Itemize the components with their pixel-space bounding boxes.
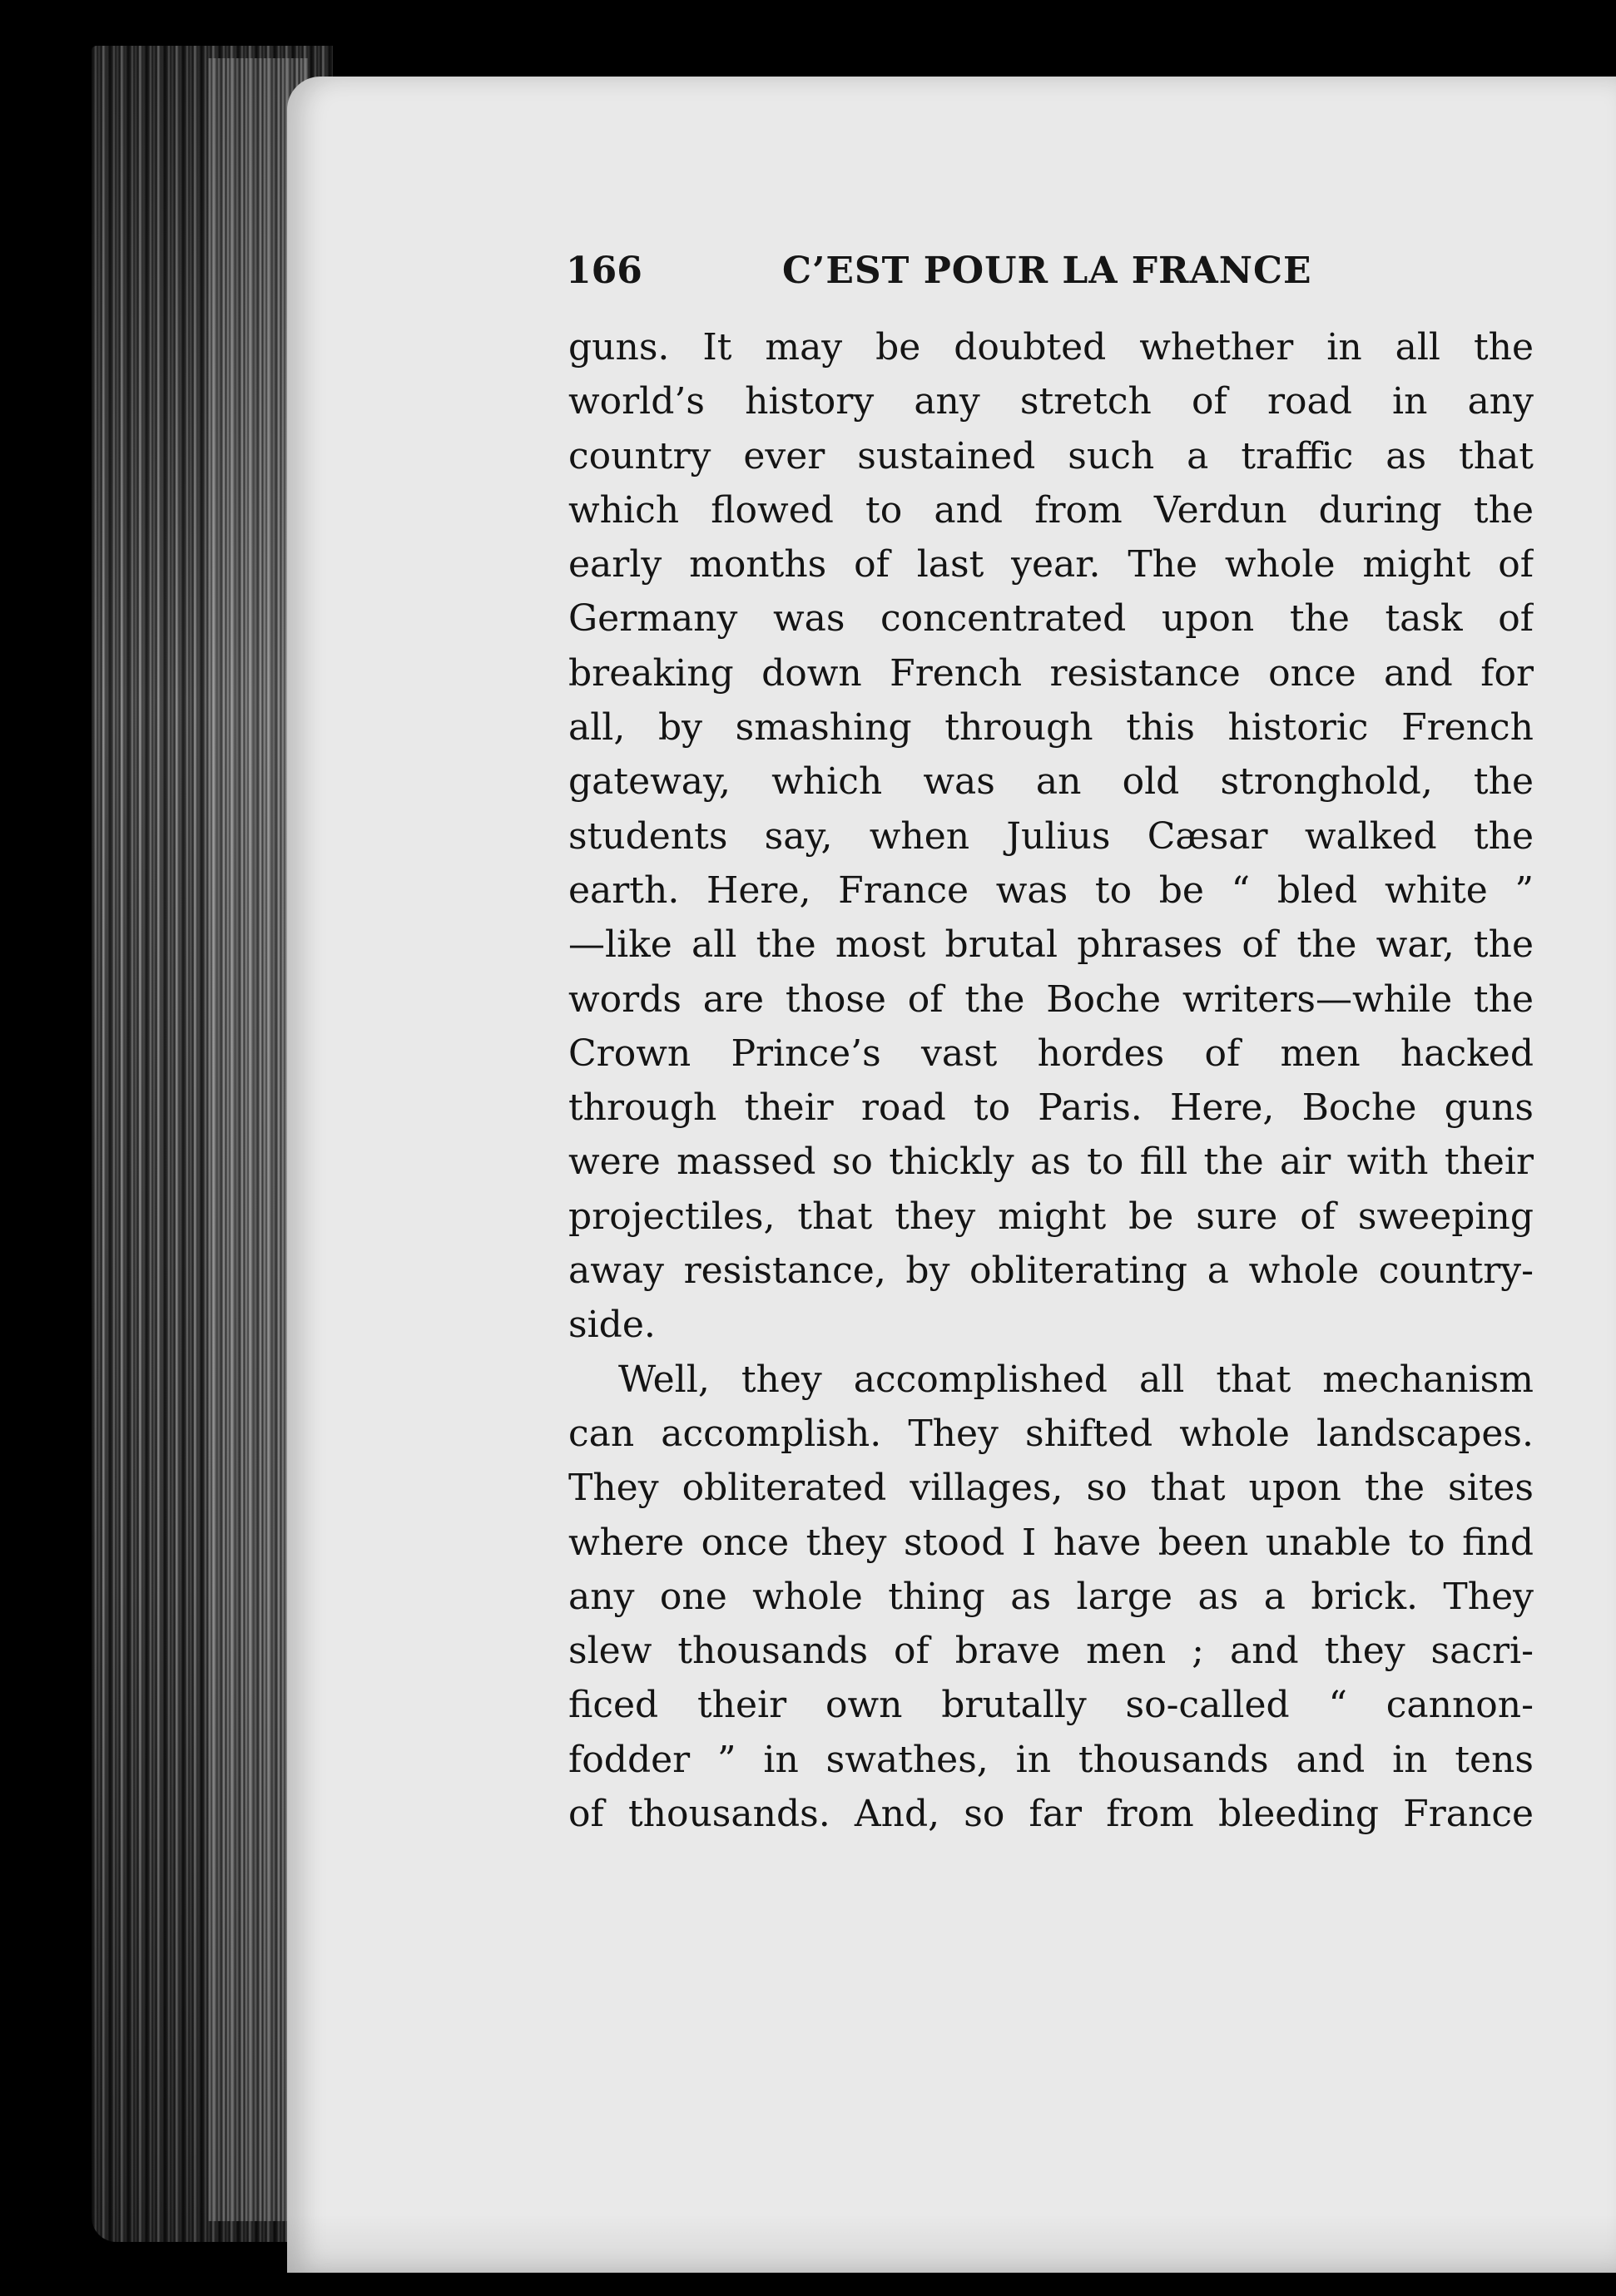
text-line: gateway, which was an old stronghold, the [568, 760, 1534, 804]
text-line: Crown Prince’s vast hordes of men hacked [568, 1032, 1534, 1075]
text-line: which flowed to and from Verdun during the [568, 488, 1534, 532]
text-line: fodder ” in swathes, in thousands and in tens [568, 1738, 1534, 1781]
text-line: where once they stood I have been unable to find [568, 1521, 1534, 1564]
text-line: slew thousands of brave men ; and they sacri- [568, 1630, 1534, 1673]
text-line: all, by smashing through this historic French [568, 706, 1534, 750]
page-header [566, 250, 1531, 308]
text-line: words are those of the Boche writers—while the [568, 977, 1534, 1021]
text-line: Germany was concentrated upon the task of [568, 597, 1534, 641]
body-text [568, 320, 1534, 1841]
text-line: Well, they accomplished all that mechanism [618, 1358, 1534, 1401]
text-line: early months of last year. The whole might of [568, 543, 1534, 586]
text-line: any one whole thing as large as a brick. They [568, 1575, 1534, 1618]
text-line: They obliterated villages, so that upon the sites [568, 1467, 1534, 1510]
text-line: of thousands. And, so far from bleeding France [568, 1793, 1534, 1836]
text-line: —like all the most brutal phrases of the war, the [568, 923, 1534, 967]
paragraph-1 [568, 320, 1534, 1353]
paragraph-2 [568, 1353, 1534, 1842]
page-number: 166 [566, 250, 642, 292]
text-line: projectiles, that they might be sure of sweeping [568, 1195, 1534, 1238]
text-line: breaking down French resistance once and for [568, 651, 1534, 695]
text-line: country ever sustained such a traffic as that [568, 434, 1534, 478]
text-line: through their road to Paris. Here, Boche guns [568, 1086, 1534, 1130]
text-line: earth. Here, France was to be “ bled white ” [568, 868, 1534, 912]
text-line: world’s history any stretch of road in any [568, 380, 1534, 423]
text-line: students say, when Julius Cæsar walked the [568, 814, 1534, 858]
text-line: can accomplish. They shifted whole landscapes. [568, 1412, 1534, 1455]
text-line: away resistance, by obliterating a whole country- [568, 1249, 1534, 1293]
text-line: ficed their own brutally so-called “ cannon- [568, 1684, 1534, 1727]
text-line: guns. It may be doubted whether in all the [568, 326, 1534, 369]
text-line: side. [568, 1304, 656, 1347]
text-line: were massed so thickly as to fill the air with their [568, 1141, 1534, 1184]
running-title: C’EST POUR LA FRANCE [782, 250, 1312, 292]
